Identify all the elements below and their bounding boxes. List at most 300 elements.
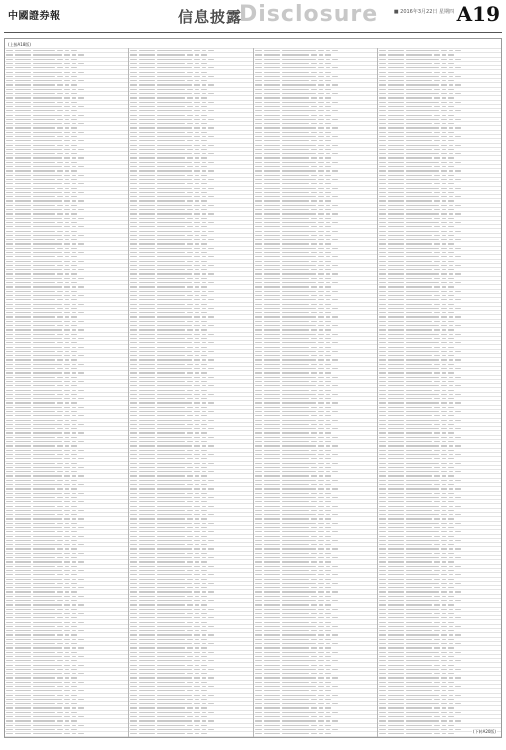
table-column <box>129 48 253 737</box>
table-cell <box>449 471 453 472</box>
table-cell <box>195 725 199 726</box>
table-cell <box>318 273 324 274</box>
table-cell <box>264 428 280 429</box>
table-cell <box>15 673 31 674</box>
table-cell <box>208 127 214 128</box>
table-cell <box>139 76 155 77</box>
table-cell <box>319 286 323 287</box>
table-cell <box>264 514 280 515</box>
table-cell <box>332 428 338 429</box>
table-cell <box>65 239 69 240</box>
table-cell <box>325 192 331 193</box>
table-cell <box>157 209 185 210</box>
table-cell <box>157 295 185 296</box>
table-cell <box>379 583 386 584</box>
table-cell <box>325 209 331 210</box>
table-cell <box>130 445 137 446</box>
table-cell <box>71 712 77 713</box>
table-cell <box>442 123 446 124</box>
table-cell <box>57 626 63 627</box>
table-cell <box>325 381 331 382</box>
table-cell <box>194 506 200 507</box>
table-cell <box>65 402 69 403</box>
table-cell <box>326 368 330 369</box>
table-cell <box>139 497 155 498</box>
table-cell <box>325 656 331 657</box>
table-cell <box>311 501 317 502</box>
table-cell <box>33 338 62 339</box>
table-cell <box>442 587 446 588</box>
table-cell <box>264 89 280 90</box>
table-cell <box>448 604 454 605</box>
table-cell <box>332 591 338 592</box>
table-cell <box>379 497 386 498</box>
table-cell <box>64 458 70 459</box>
table-cell <box>264 359 280 360</box>
table-cell <box>282 123 309 124</box>
table-cell <box>282 587 309 588</box>
table-cell <box>379 514 386 515</box>
table-cell <box>139 557 155 558</box>
table-cell <box>130 213 137 214</box>
table-cell <box>65 557 69 558</box>
table-cell <box>442 157 446 158</box>
table-cell <box>311 707 317 708</box>
table-cell <box>455 454 461 455</box>
table-cell <box>388 497 404 498</box>
table-cell <box>406 656 432 657</box>
table-cell <box>455 471 461 472</box>
table-cell <box>319 424 323 425</box>
table-cell <box>325 132 331 133</box>
table-cell <box>255 480 262 481</box>
table-cell <box>194 703 200 704</box>
table-cell <box>255 686 262 687</box>
table-cell <box>15 613 31 614</box>
table-cell <box>187 149 193 150</box>
table-cell <box>449 583 453 584</box>
table-cell <box>264 166 280 167</box>
table-cell <box>264 338 280 339</box>
table-cell <box>318 359 324 360</box>
table-cell <box>326 437 330 438</box>
table-cell <box>15 561 31 562</box>
table-cell <box>157 579 185 580</box>
table-cell <box>71 566 77 567</box>
table-cell <box>406 166 432 167</box>
table-cell <box>139 733 155 734</box>
table-cell <box>194 256 200 257</box>
table-cell <box>379 213 386 214</box>
table-cell <box>318 634 324 635</box>
table-cell <box>15 660 31 661</box>
table-cell <box>202 308 206 309</box>
table-cell <box>282 695 316 696</box>
table-cell <box>264 132 280 133</box>
table-cell <box>282 570 309 571</box>
table-cell <box>208 609 214 610</box>
table-cell <box>78 484 84 485</box>
table-cell <box>282 531 316 532</box>
table-cell <box>6 235 13 236</box>
table-cell <box>15 622 31 623</box>
table-cell <box>78 347 84 348</box>
table-cell <box>255 652 262 653</box>
table-cell <box>130 89 137 90</box>
table-cell <box>71 514 77 515</box>
table-cell <box>406 218 432 219</box>
table-cell <box>282 579 309 580</box>
table-cell <box>33 609 55 610</box>
table-cell <box>139 248 155 249</box>
table-cell <box>264 119 280 120</box>
table-cell <box>6 205 13 206</box>
table-cell <box>208 256 214 257</box>
table-cell <box>64 149 70 150</box>
table-cell <box>255 102 262 103</box>
table-cell <box>379 377 386 378</box>
table-cell <box>379 707 386 708</box>
table-cell <box>57 334 63 335</box>
table-cell <box>388 604 404 605</box>
table-cell <box>388 488 404 489</box>
table-cell <box>255 347 262 348</box>
table-cell <box>264 136 280 137</box>
table-cell <box>157 415 185 416</box>
table-cell <box>157 54 185 55</box>
table-cell <box>208 231 214 232</box>
table-cell <box>311 725 317 726</box>
table-cell <box>187 707 193 708</box>
page-number: A19 <box>456 2 500 26</box>
table-cell <box>318 540 324 541</box>
table-cell <box>187 527 193 528</box>
table-cell <box>15 647 31 648</box>
table-cell <box>311 622 317 623</box>
table-cell <box>139 97 155 98</box>
table-cell <box>195 398 199 399</box>
table-cell <box>64 527 70 528</box>
table-cell <box>139 295 155 296</box>
table-cell <box>255 183 262 184</box>
table-cell <box>255 579 262 580</box>
table-cell <box>194 712 200 713</box>
table-cell <box>15 308 31 309</box>
table-cell <box>282 145 316 146</box>
table-cell <box>71 660 77 661</box>
table-cell <box>57 591 63 592</box>
table-cell <box>157 699 185 700</box>
table-cell <box>78 707 84 708</box>
table-cell <box>388 248 404 249</box>
table-cell <box>33 574 55 575</box>
table-cell <box>449 463 453 464</box>
table-cell <box>15 402 31 403</box>
table-cell <box>282 364 309 365</box>
table-cell <box>201 707 207 708</box>
table-cell <box>64 72 70 73</box>
table-cell <box>130 544 137 545</box>
table-cell <box>33 231 55 232</box>
table-cell <box>406 720 439 721</box>
table-cell <box>434 252 440 253</box>
table-cell <box>388 102 404 103</box>
table-cell <box>72 269 76 270</box>
table-cell <box>406 200 432 201</box>
table-cell <box>406 54 432 55</box>
table-cell <box>201 166 207 167</box>
table-cell <box>33 639 62 640</box>
table-cell <box>282 600 316 601</box>
table-cell <box>406 338 432 339</box>
table-cell <box>201 441 207 442</box>
table-cell <box>388 334 404 335</box>
table-cell <box>139 381 155 382</box>
table-cell <box>455 170 461 171</box>
table-cell <box>139 673 155 674</box>
table-cell <box>6 188 13 189</box>
table-cell <box>6 445 13 446</box>
table-cell <box>130 557 137 558</box>
table-cell <box>78 604 84 605</box>
table-cell <box>157 665 185 666</box>
table-cell <box>201 725 207 726</box>
table-cell <box>194 669 200 670</box>
table-cell <box>78 355 84 356</box>
table-cell <box>255 54 262 55</box>
table-cell <box>130 342 137 343</box>
table-cell <box>72 364 76 365</box>
table-cell <box>449 84 453 85</box>
table-cell <box>255 162 262 163</box>
table-column <box>254 48 378 737</box>
table-cell <box>441 463 447 464</box>
table-cell <box>455 428 461 429</box>
table-cell <box>208 110 214 111</box>
table-cell <box>388 231 404 232</box>
table-column <box>5 48 129 737</box>
table-cell <box>255 463 262 464</box>
table-cell <box>33 428 55 429</box>
table-cell <box>326 239 330 240</box>
table-cell <box>448 647 454 648</box>
table-cell <box>33 626 55 627</box>
table-cell <box>6 347 13 348</box>
table-cell <box>282 501 309 502</box>
table-cell <box>379 248 386 249</box>
table-cell <box>455 162 461 163</box>
table-cell <box>406 381 432 382</box>
table-cell <box>388 359 404 360</box>
table-cell <box>264 570 280 571</box>
table-cell <box>202 351 206 352</box>
table-cell <box>195 596 199 597</box>
table-cell <box>157 299 192 300</box>
table-cell <box>33 407 62 408</box>
table-cell <box>264 265 280 266</box>
table-cell <box>15 604 31 605</box>
table-cell <box>195 707 199 708</box>
table-cell <box>449 127 453 128</box>
table-cell <box>157 226 185 227</box>
table-cell <box>33 488 55 489</box>
table-cell <box>157 119 192 120</box>
table-cell <box>157 76 192 77</box>
table-cell <box>325 450 331 451</box>
table-cell <box>201 647 207 648</box>
table-cell <box>130 591 137 592</box>
table-cell <box>379 188 386 189</box>
table-cell <box>441 471 447 472</box>
table-cell <box>326 394 330 395</box>
table-cell <box>388 458 404 459</box>
table-cell <box>318 213 324 214</box>
table-cell <box>139 432 155 433</box>
table-cell <box>332 308 338 309</box>
table-cell <box>15 123 31 124</box>
table-cell <box>33 149 62 150</box>
table-cell <box>15 677 31 678</box>
table-cell <box>379 239 386 240</box>
table-cell <box>130 695 137 696</box>
table-cell <box>139 583 155 584</box>
table-cell <box>264 540 280 541</box>
table-cell <box>202 76 206 77</box>
table-cell <box>379 106 386 107</box>
table-cell <box>388 97 404 98</box>
table-cell <box>388 308 404 309</box>
table-cell <box>187 501 193 502</box>
table-cell <box>282 690 309 691</box>
table-cell <box>264 695 280 696</box>
table-cell <box>379 566 386 567</box>
table-cell <box>379 557 386 558</box>
table-cell <box>157 604 185 605</box>
table-cell <box>311 54 317 55</box>
table-cell <box>434 218 440 219</box>
table-cell <box>130 162 137 163</box>
table-cell <box>282 402 316 403</box>
table-cell <box>449 110 453 111</box>
table-cell <box>406 321 432 322</box>
table-cell <box>332 50 338 51</box>
table-cell <box>157 583 192 584</box>
table-cell <box>64 200 70 201</box>
table-cell <box>449 299 453 300</box>
table-cell <box>6 325 13 326</box>
table-cell <box>282 269 309 270</box>
table-cell <box>448 622 454 623</box>
table-cell <box>311 123 317 124</box>
table-cell <box>33 188 55 189</box>
table-cell <box>201 630 207 631</box>
table-cell <box>379 587 386 588</box>
table-cell <box>194 600 200 601</box>
table-cell <box>71 50 77 51</box>
table-cell <box>139 140 155 141</box>
table-cell <box>157 80 185 81</box>
table-cell <box>65 428 69 429</box>
table-cell <box>6 536 13 537</box>
table-cell <box>15 316 31 317</box>
table-cell <box>318 256 324 257</box>
table-cell <box>194 76 200 77</box>
table-cell <box>311 407 317 408</box>
table-cell <box>72 89 76 90</box>
table-cell <box>406 269 432 270</box>
table-cell <box>33 390 62 391</box>
table-cell <box>157 166 185 167</box>
table-cell <box>318 437 324 438</box>
table-cell <box>72 639 76 640</box>
table-cell <box>282 153 316 154</box>
table-cell <box>311 647 317 648</box>
table-cell <box>201 716 207 717</box>
table-cell <box>379 660 386 661</box>
table-cell <box>388 441 404 442</box>
table-cell <box>455 342 461 343</box>
table-cell <box>208 205 214 206</box>
table-cell <box>130 256 137 257</box>
table-cell <box>282 54 309 55</box>
table-cell <box>255 458 262 459</box>
table-cell <box>406 282 439 283</box>
table-cell <box>187 200 193 201</box>
table-cell <box>282 527 309 528</box>
table-cell <box>264 231 280 232</box>
table-cell <box>379 699 386 700</box>
table-cell <box>15 445 31 446</box>
table-cell <box>33 613 62 614</box>
table-cell <box>448 89 454 90</box>
table-cell <box>15 325 31 326</box>
table-cell <box>264 480 280 481</box>
table-cell <box>434 286 440 287</box>
table-cell <box>139 407 155 408</box>
table-cell <box>6 54 13 55</box>
table-cell <box>441 231 447 232</box>
table-cell <box>194 385 200 386</box>
table-cell <box>187 372 193 373</box>
table-cell <box>449 574 453 575</box>
table-cell <box>264 261 280 262</box>
table-cell <box>326 480 330 481</box>
table-cell <box>157 488 192 489</box>
table-cell <box>208 626 214 627</box>
table-cell <box>208 265 214 266</box>
table-cell <box>282 136 316 137</box>
table-cell <box>187 286 193 287</box>
table-cell <box>449 652 453 653</box>
table-cell <box>406 261 432 262</box>
table-cell <box>6 540 13 541</box>
table-cell <box>130 226 137 227</box>
table-cell <box>332 368 338 369</box>
table-cell <box>388 695 404 696</box>
table-cell <box>406 372 432 373</box>
table-cell <box>6 557 13 558</box>
table-cell <box>201 467 207 468</box>
table-cell <box>33 394 55 395</box>
table-cell <box>282 261 309 262</box>
table-cell <box>441 84 447 85</box>
table-cell <box>64 432 70 433</box>
table-cell <box>406 50 439 51</box>
table-cell <box>449 454 453 455</box>
table-cell <box>15 497 31 498</box>
table-cell <box>194 351 200 352</box>
table-cell <box>448 561 454 562</box>
